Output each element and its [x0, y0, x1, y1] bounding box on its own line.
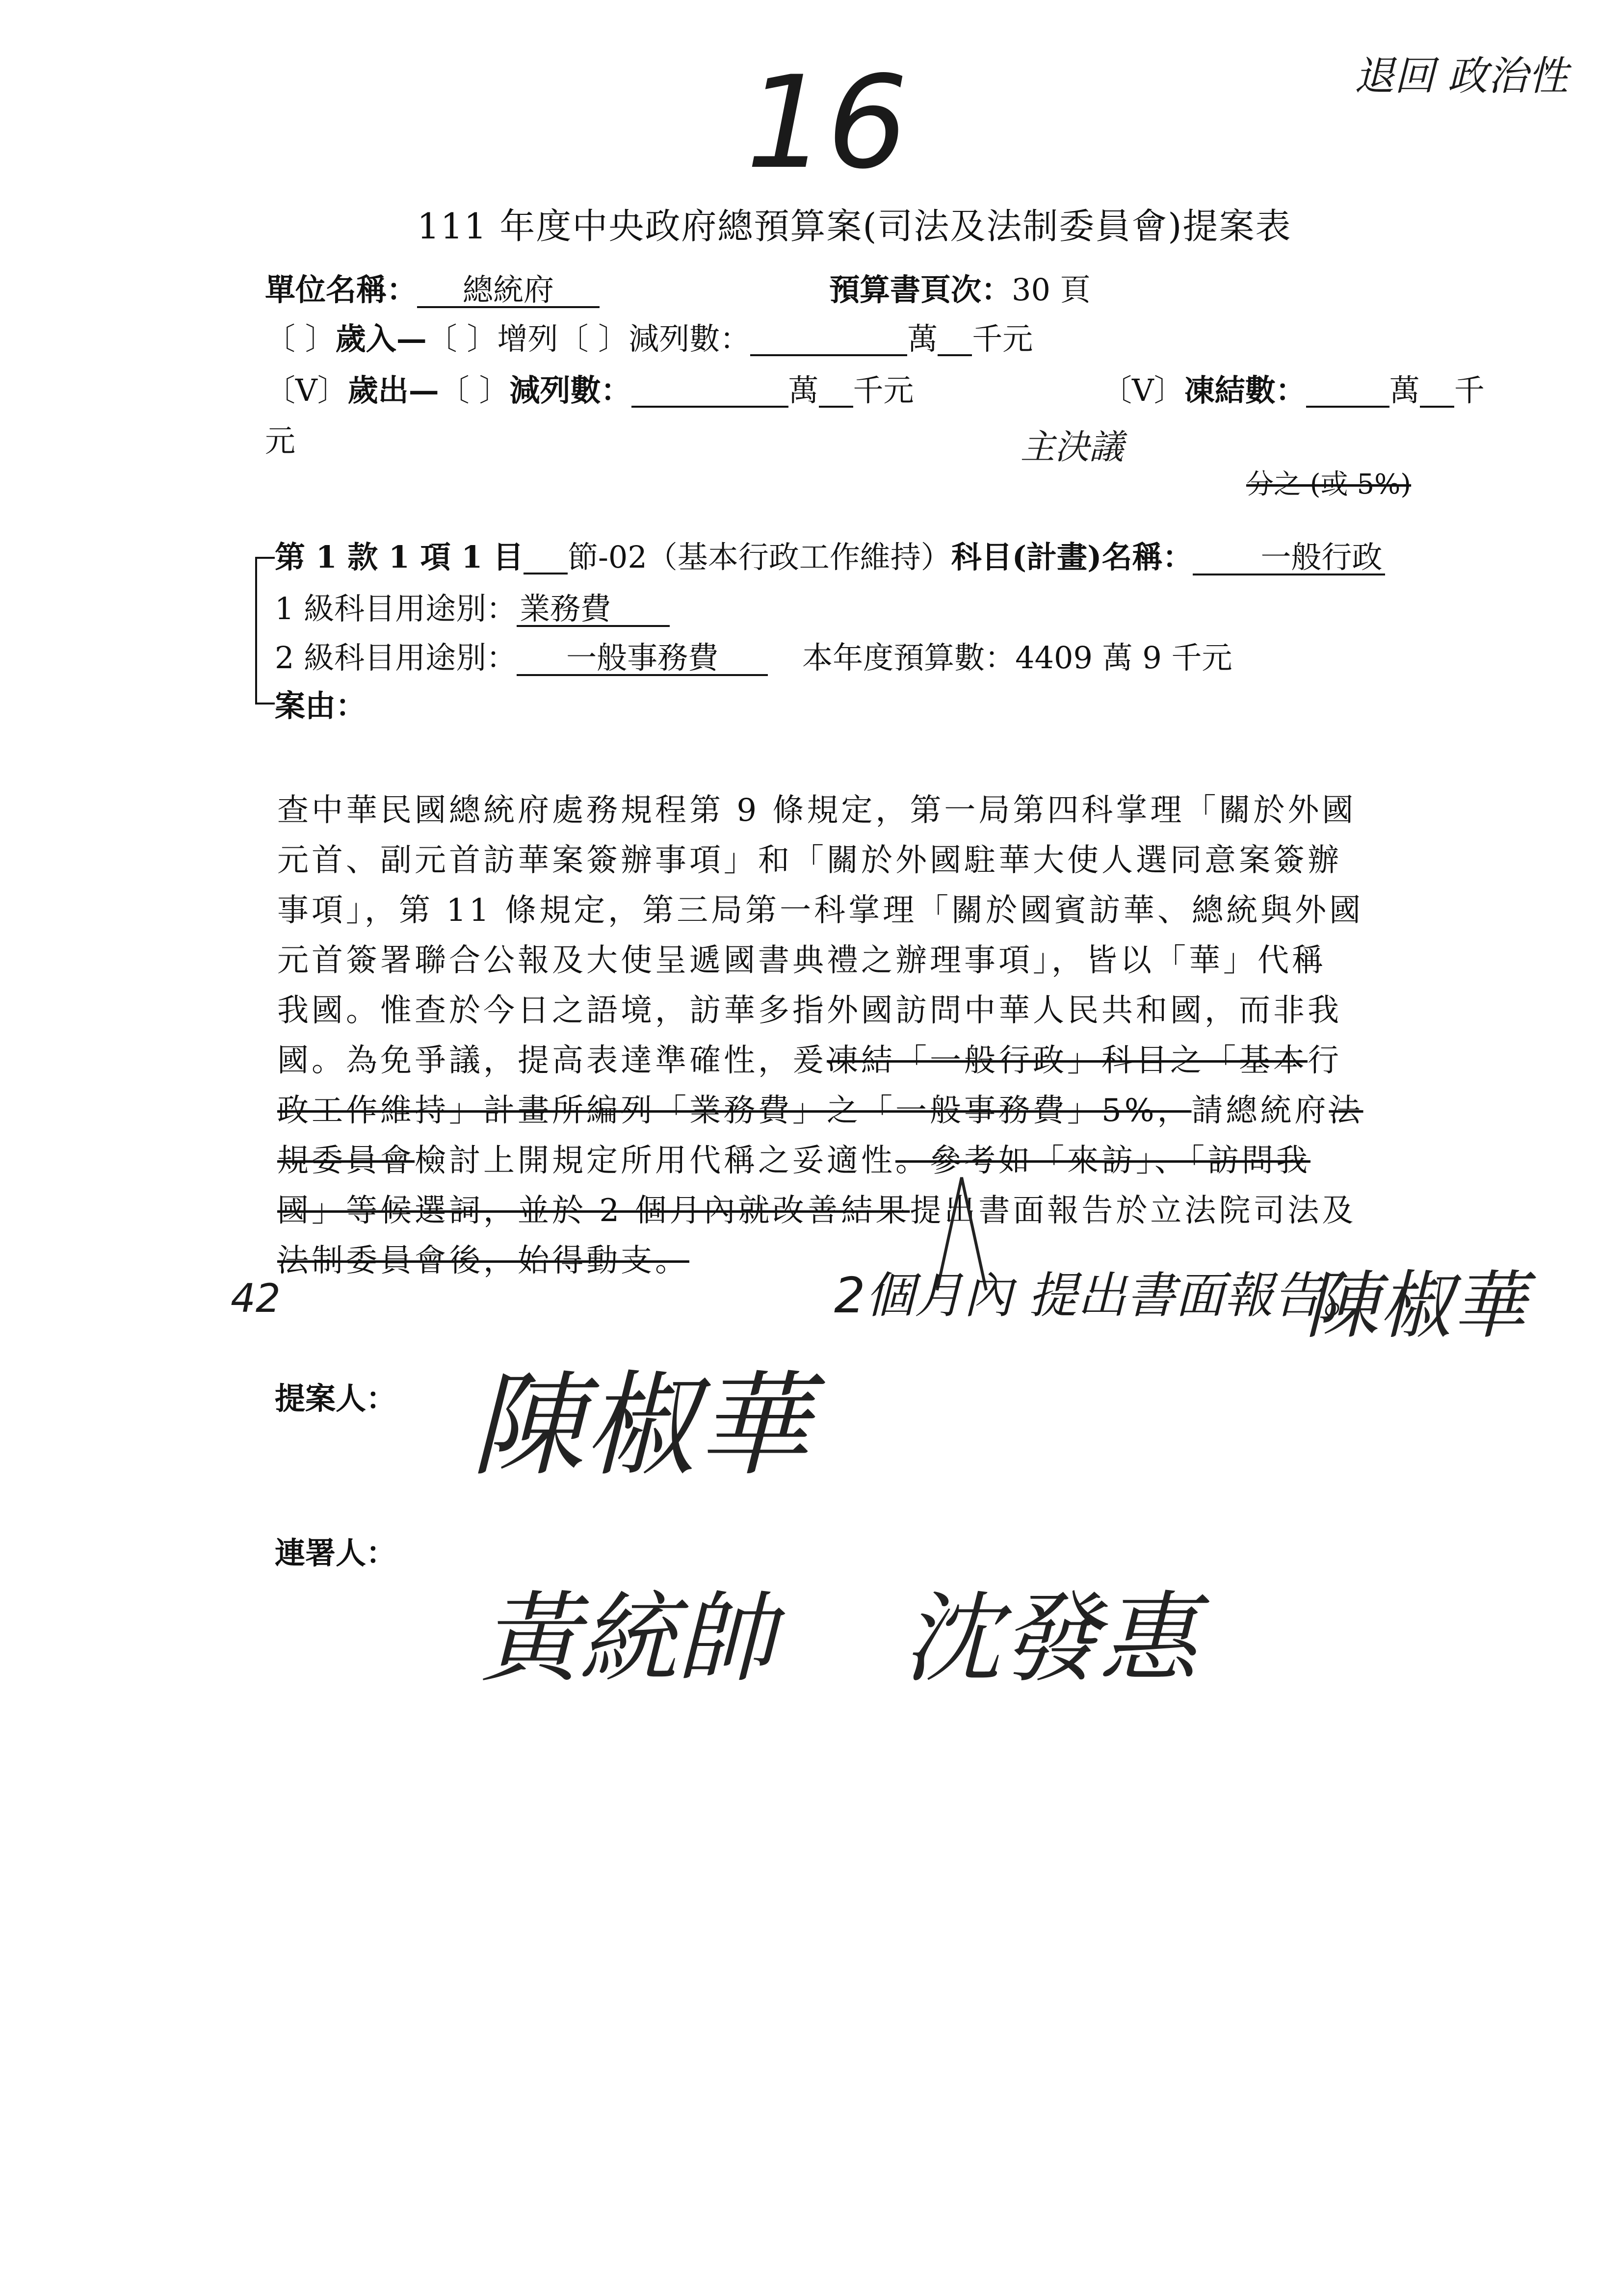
cosigner-signature-1: 黃統帥 [481, 1582, 776, 1696]
handwritten-resolution: 主決議 [1021, 427, 1124, 467]
expenditure-dec-label: 減列數： [509, 372, 631, 408]
unit-row [265, 272, 600, 308]
reason-line-8c: 。參考如「來訪」、「訪問我 [895, 1143, 1310, 1179]
revenue-dec-check: 〔 〕 [558, 321, 629, 357]
reason-line-10: 法制委員會後，始得動支。 [277, 1243, 689, 1279]
revenue-inc-label: 增列 [497, 321, 558, 357]
freeze-row [1101, 372, 1485, 408]
reason-label: 案由： [275, 688, 367, 724]
freeze-qian: 千 [1454, 372, 1485, 408]
item-bracket-side [255, 557, 257, 704]
expenditure-qian: 千元 [853, 372, 914, 408]
struck-fraction: 分之 (或 5%) [1246, 469, 1412, 500]
freeze-wan: 萬 [1389, 372, 1420, 408]
reason-line-2: 元首、副元首訪華案簽辦事項」和「關於外國駐華大使人選同意案簽辦 [277, 842, 1342, 879]
reason-line-9a: 國」等候選詞，並於 2 個月內就改善結果 [277, 1193, 910, 1229]
page-value: 30 頁 [1012, 272, 1091, 308]
revenue-wan-blank [750, 324, 907, 356]
expenditure-dec-check: 〔 〕 [439, 372, 510, 408]
reason-line-3: 事項」，第 11 條規定，第三局第一科掌理「關於國賓訪華、總統與外國 [277, 892, 1364, 929]
item-name-label: 科目(計畫)名稱： [951, 539, 1193, 575]
proposer-signature: 陳椒華 [471, 1360, 810, 1491]
reason-line-8b: 檢討上開規定所用代稱之妥適性 [415, 1143, 895, 1179]
reason-line-1: 查中華民國總統府處務規程第 9 條規定，第一局第四科掌理「關於外國 [277, 792, 1357, 829]
reason-line-9 [277, 1193, 1357, 1229]
page-label: 預算書頁次： [829, 272, 1012, 308]
revenue-check: 〔 〕 [265, 321, 336, 357]
item-bracket-top [255, 557, 275, 559]
cosigner-signature-2: 沈發惠 [903, 1582, 1198, 1696]
reason-line-5: 我國。惟查於今日之語境，訪華多指外國訪問中華人民共和國，而非我 [277, 992, 1342, 1029]
reason-line-6b: 凍結「一般行政」科目之「基本 [827, 1043, 1308, 1079]
reason-line-7c: 法 [1329, 1093, 1363, 1129]
reason-line-6 [277, 1043, 1342, 1079]
item-bracket-bottom [255, 703, 275, 704]
reason-line-7 [277, 1093, 1363, 1129]
freeze-label: 凍結數： [1184, 372, 1306, 408]
revenue-wan: 萬 [907, 321, 938, 357]
margin-number: 42 [231, 1276, 281, 1321]
item-section-blank [524, 542, 568, 574]
revenue-dec-label: 減列數： [629, 321, 751, 357]
item-name-value: 一般行政 [1193, 542, 1385, 575]
item-line1 [275, 539, 1385, 575]
unit-value: 總統府 [417, 275, 600, 308]
revenue-qian-blank [938, 324, 972, 356]
reason-line-7a: 政工作維持」計畫所編列「業務費」之「一般事務費」5%， [277, 1093, 1192, 1129]
budget-amount: 本年度預算數：4409 萬 9 千元 [802, 640, 1232, 676]
expenditure-wan: 萬 [788, 372, 819, 408]
freeze-wan-blank [1306, 375, 1389, 408]
expenditure-qian-blank [819, 375, 853, 408]
proposer-label: 提案人： [275, 1381, 397, 1416]
page-number-handwritten: 16 [746, 49, 908, 197]
unit-label: 單位名稱： [265, 272, 418, 308]
handwritten-insert: 2個月內 提出書面報告。 [834, 1267, 1372, 1324]
reason-line-9b: 提出書面報告於立法院司法及 [910, 1193, 1357, 1229]
revenue-inc-check: 〔 〕 [426, 321, 498, 357]
reason-line-6c: 行 [1308, 1043, 1342, 1079]
handwritten-insert-signature: 陳椒華 [1305, 1263, 1526, 1349]
level1-value: 業務費 [517, 594, 670, 627]
freeze-check: 〔V〕 [1101, 372, 1184, 408]
item-prefix: 第 1 款 1 項 1 目 [275, 539, 524, 575]
item-line3 [275, 640, 1232, 676]
level2-label: 2 級科目用途別： [275, 640, 517, 676]
line-end-yuan: 元 [265, 423, 296, 459]
freeze-qian-blank [1420, 375, 1454, 408]
revenue-label: 歲入— [335, 321, 427, 357]
page-ref [829, 272, 1091, 308]
expenditure-label: 歲出— [347, 372, 439, 408]
reason-line-6a: 國。為免爭議，提高表達準確性，爰 [277, 1043, 827, 1079]
level1-label: 1 級科目用途別： [275, 591, 517, 626]
expenditure-check: 〔V〕 [265, 372, 348, 408]
reason-line-8a: 規委員會 [277, 1143, 415, 1179]
revenue-row [265, 321, 1033, 357]
level2-value: 一般事務費 [517, 643, 768, 676]
reason-line-7b: 請總統府 [1191, 1093, 1329, 1129]
cosigner-label: 連署人： [275, 1535, 397, 1571]
item-line2 [275, 591, 670, 627]
top-right-note: 退回 政治性 [1354, 53, 1569, 100]
reason-line-8 [277, 1143, 1310, 1179]
item-section: 節-02（基本行政工作維持） [567, 539, 951, 575]
form-title: 111 年度中央政府總預算案(司法及法制委員會)提案表 [417, 206, 1292, 247]
revenue-qian: 千元 [972, 321, 1033, 357]
reason-line-4: 元首簽署聯合公報及大使呈遞國書典禮之辦理事項」，皆以「華」代稱 [277, 942, 1326, 979]
expenditure-row [265, 372, 914, 408]
expenditure-wan-blank [631, 375, 788, 408]
